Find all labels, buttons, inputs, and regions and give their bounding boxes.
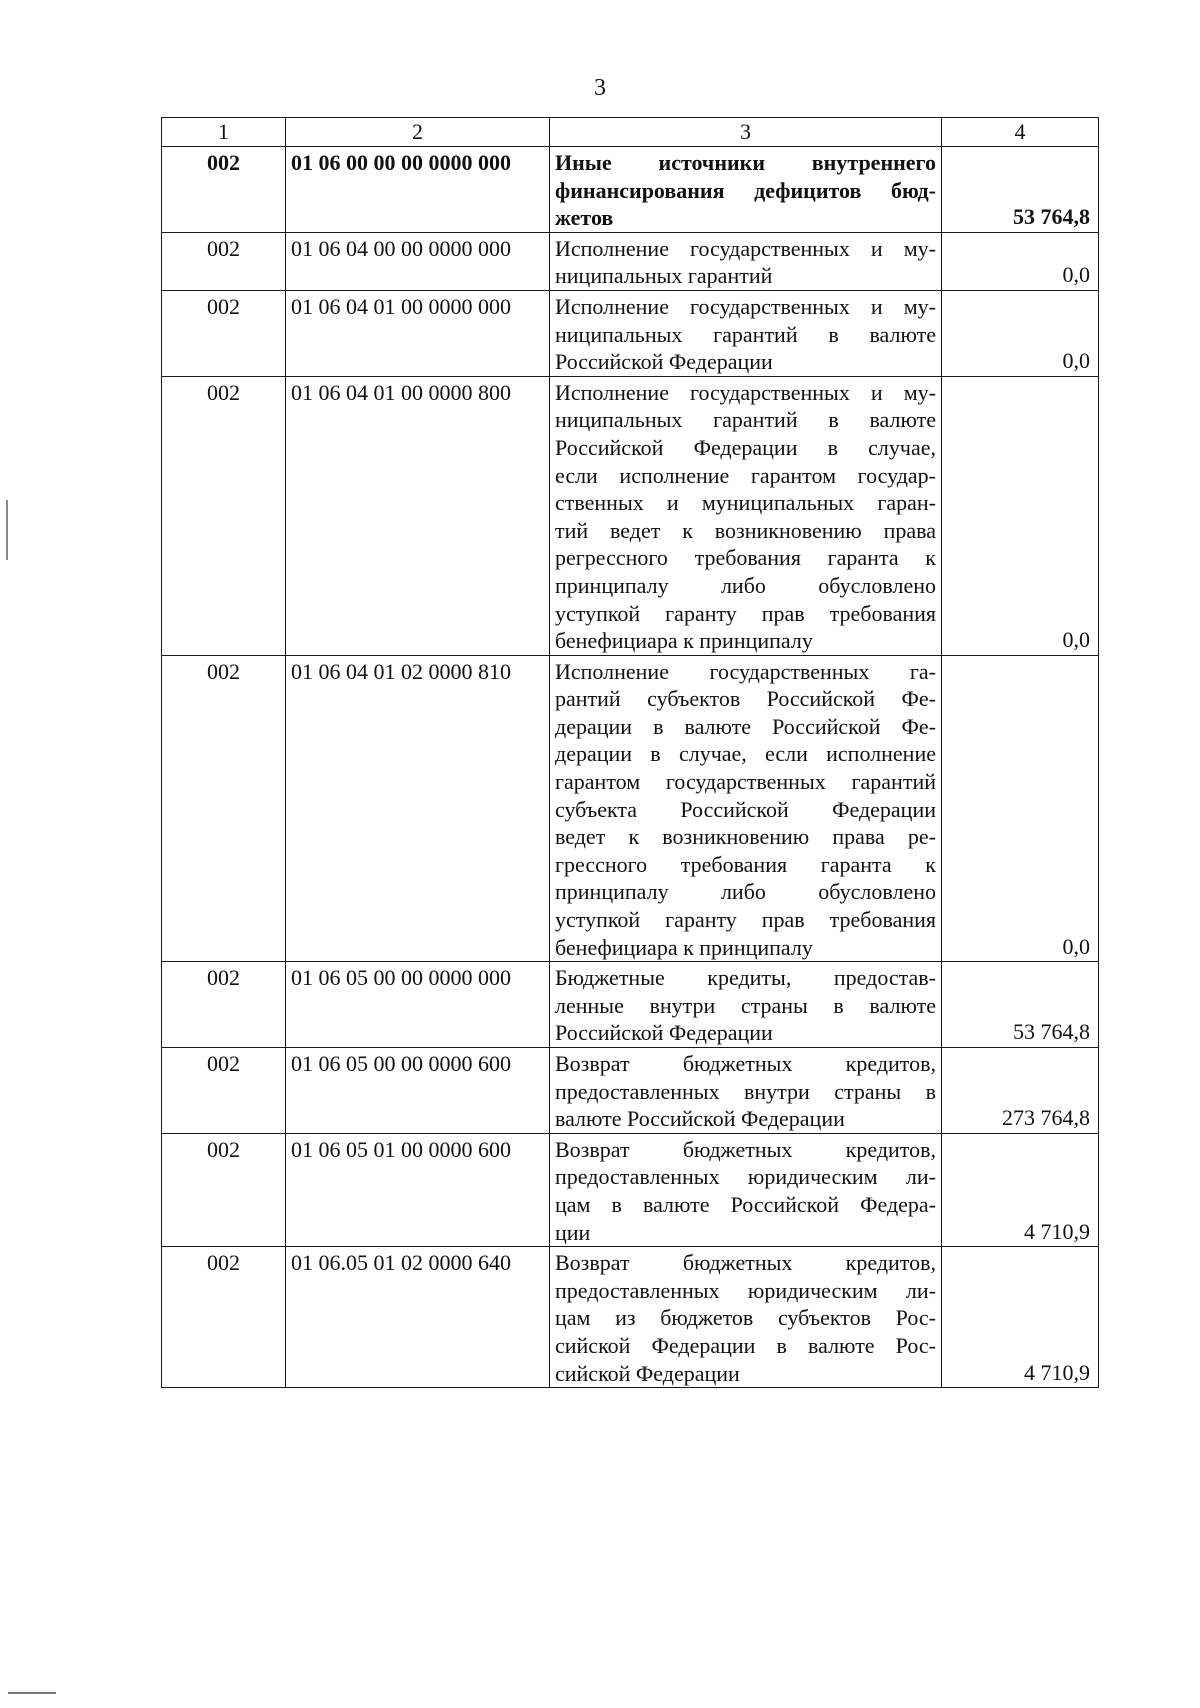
description-line: Иные источники внутреннего (555, 150, 936, 175)
description-line: Исполнение государственных и му- (555, 235, 936, 261)
cell-amount: 53 764,8 (942, 962, 1099, 1048)
cell-classification-code: 01 06 05 00 00 0000 000 (286, 962, 550, 1048)
description-line: бенефициара к принципалу (555, 934, 813, 960)
table-row (162, 1048, 1099, 1134)
table-row (162, 655, 1099, 962)
description-line: Российской Федерации (555, 349, 773, 375)
cell-amount: 273 764,8 (942, 1048, 1099, 1134)
header-col-1: 1 (162, 118, 286, 147)
table-row (162, 962, 1099, 1048)
description-line: цам из бюджетов субъектов Рос- (555, 1305, 936, 1331)
cell-classification-code: 01 06 04 01 00 0000 800 (286, 376, 550, 655)
description-line: Возврат бюджетных кредитов, (555, 1136, 936, 1162)
table-row (162, 147, 1099, 233)
description-line: дерации в валюте Российской Фе- (555, 713, 936, 739)
header-row (162, 118, 1099, 147)
cell-agency-code: 002 (162, 376, 286, 655)
table-row (162, 232, 1099, 290)
description-line: Исполнение государственных и му- (555, 293, 936, 319)
cell-amount: 0,0 (942, 655, 1099, 962)
cell-agency-code: 002 (162, 1133, 286, 1246)
cell-description (550, 290, 942, 376)
description-line: финансирования дефицитов бюд- (555, 177, 936, 203)
description-line: дерации в случае, если исполнение (555, 741, 936, 767)
cell-description (550, 1048, 942, 1134)
cell-classification-code: 01 06.05 01 02 0000 640 (286, 1247, 550, 1388)
description-line: ниципальных гарантий (555, 263, 773, 289)
description-line: грессного требования гаранта к (555, 851, 936, 877)
scan-artifact-left-mark (6, 500, 8, 560)
table-row (162, 290, 1099, 376)
description-line: гарантом государственных гарантий (555, 769, 936, 795)
description-line: бенефициара к принципалу (555, 628, 813, 654)
description-line: сийской Федерации (555, 1360, 740, 1386)
description-line: принципалу либо обусловлено (555, 879, 936, 905)
description-line: ведет к возникновению права ре- (555, 824, 936, 850)
description-line: предоставленных юридическим ли- (555, 1164, 936, 1190)
description-line: тий ведет к возникновению права (555, 517, 936, 543)
cell-agency-code: 002 (162, 147, 286, 233)
cell-amount: 0,0 (942, 232, 1099, 290)
cell-classification-code: 01 06 04 01 02 0000 810 (286, 655, 550, 962)
cell-description (550, 962, 942, 1048)
cell-description (550, 655, 942, 962)
description-line: принципалу либо обусловлено (555, 572, 936, 598)
cell-amount: 53 764,8 (942, 147, 1099, 233)
description-line: Бюджетные кредиты, предостав- (555, 965, 936, 991)
cell-classification-code: 01 06 04 00 00 0000 000 (286, 232, 550, 290)
description-line: ниципальных гарантий в валюте (555, 321, 936, 347)
cell-classification-code: 01 06 05 00 00 0000 600 (286, 1048, 550, 1134)
description-line: сийской Федерации в валюте Рос- (555, 1332, 936, 1358)
description-line: валюте Российской Федерации (555, 1106, 845, 1132)
description-line: уступкой гаранту прав требования (555, 600, 936, 626)
table-row (162, 1247, 1099, 1388)
table-body (162, 147, 1099, 1388)
cell-description (550, 1133, 942, 1246)
description-line: Возврат бюджетных кредитов, (555, 1250, 936, 1276)
cell-classification-code: 01 06 04 01 00 0000 000 (286, 290, 550, 376)
cell-agency-code: 002 (162, 1048, 286, 1134)
scan-artifact-bottom-mark (8, 1692, 56, 1694)
description-line: жетов (555, 205, 614, 231)
description-line: рантий субъектов Российской Фе- (555, 686, 936, 712)
description-line: цам в валюте Российской Федера- (555, 1191, 936, 1217)
description-line: предоставленных внутри страны в (555, 1078, 936, 1104)
cell-description (550, 147, 942, 233)
header-col-4: 4 (942, 118, 1099, 147)
cell-amount: 0,0 (942, 290, 1099, 376)
description-line: ниципальных гарантий в валюте (555, 407, 936, 433)
cell-amount: 4 710,9 (942, 1247, 1099, 1388)
page-number: 3 (594, 75, 606, 101)
description-line: если исполнение гарантом государ- (555, 462, 936, 488)
header-col-2: 2 (286, 118, 550, 147)
cell-agency-code: 002 (162, 1247, 286, 1388)
description-line: Исполнение государственных и му- (555, 379, 936, 405)
description-line: регрессного требования гаранта к (555, 545, 936, 571)
description-line: ленные внутри страны в валюте (555, 992, 936, 1018)
cell-amount: 0,0 (942, 376, 1099, 655)
cell-description (550, 376, 942, 655)
cell-amount: 4 710,9 (942, 1133, 1099, 1246)
table-row (162, 376, 1099, 655)
cell-agency-code: 002 (162, 232, 286, 290)
cell-classification-code: 01 06 00 00 00 0000 000 (286, 147, 550, 233)
cell-agency-code: 002 (162, 290, 286, 376)
cell-description (550, 1247, 942, 1388)
description-line: уступкой гаранту прав требования (555, 907, 936, 933)
description-line: Российской Федерации в случае, (555, 434, 936, 460)
budget-sources-table (161, 117, 1099, 1388)
cell-description (550, 232, 942, 290)
table-row (162, 1133, 1099, 1246)
description-line: Возврат бюджетных кредитов, (555, 1051, 936, 1076)
description-line: Исполнение государственных га- (555, 658, 936, 684)
description-line: ственных и муниципальных гаран- (555, 490, 936, 516)
cell-agency-code: 002 (162, 655, 286, 962)
description-line: ции (555, 1219, 591, 1245)
description-line: субъекта Российской Федерации (555, 796, 936, 822)
description-line: Российской Федерации (555, 1020, 773, 1046)
description-line: предоставленных юридическим ли- (555, 1277, 936, 1303)
cell-agency-code: 002 (162, 962, 286, 1048)
cell-classification-code: 01 06 05 01 00 0000 600 (286, 1133, 550, 1246)
header-col-3: 3 (550, 118, 942, 147)
